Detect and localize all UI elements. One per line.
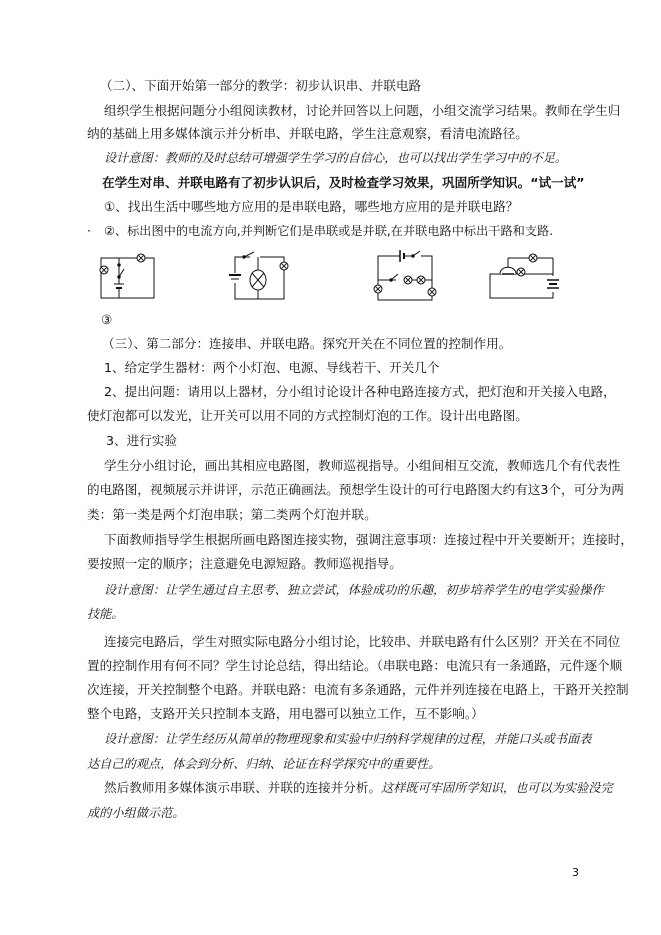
section2-check-prompt: 在学生对串、并联电路有了初步认识后，及时检查学习效果，巩固所学知识。“试一试”	[102, 175, 585, 190]
para3-line2: 置的控制作用有何不同？学生讨论总结，得出结论。（串联电路：电流只有一条通路，元件逐个顺	[87, 658, 623, 673]
item-3-experiment: 3、进行实验	[106, 433, 177, 448]
circuit-diagram-4	[490, 254, 559, 298]
section2-design-intent: 设计意图：教师的及时总结可增强学生学习的自信心，也可以找出学生学习中的不足。	[104, 151, 568, 165]
section3-heading: （三）、第二部分：连接串、并联电路。探究开关在不同位置的控制作用。	[102, 336, 512, 351]
item-1-materials: 1、给定学生器材：两个小灯泡、电源、导线若干、开关几个	[104, 360, 440, 375]
question-3: ③	[101, 312, 113, 327]
item-2-line2: 使灯泡都可以发光，让开关可以用不同的方式控制灯泡的工作。设计出电路图。	[87, 408, 528, 423]
question-2: ②、标出图中的电流方向,并判断它们是串联或是并联,在并联电路中标出干路和支路.	[104, 224, 554, 238]
para2-line1: 下面教师指导学生根据所画电路图连接实物，强调注意事项：连接过程中开关要断开；连接时，	[104, 532, 633, 547]
item-2-line1: 2、提出问题：请用以上器材，分小组讨论设计各种电路连接方式，把灯泡和开关接入电路，	[104, 384, 616, 399]
para4-italic-text: 这样既可牢固所学知识，也可以为实验没完	[381, 781, 613, 795]
circuit-diagram-1	[100, 254, 154, 298]
question-1: ①、找出生活中哪些地方应用的是串联电路，哪些地方应用的是并联电路？	[104, 199, 519, 214]
section2-para1-line2: 纳的基础上用多媒体演示并分析串、并联电路，学生注意观察，看清电流路径。	[87, 126, 528, 141]
design-intent-1-line1: 设计意图：让学生通过自主思考、独立尝试，体验成功的乐趣，初步培养学生的电学实验操作	[104, 583, 604, 597]
design-intent-2-line2: 达自己的观点，体会到分析、归纳、论证在科学探究中的重要性。	[87, 757, 441, 771]
para3-line4: 整个电路，支路开关只控制本支路，用电器可以独立工作，互不影响。）	[87, 706, 484, 721]
design-intent-1-line2: 技能。	[87, 607, 124, 621]
para1-line1: 学生分小组讨论，画出其相应电路图，教师巡视指导。小组间相互交流，教师选几个有代表性	[104, 458, 621, 473]
circuit-diagrams	[95, 244, 575, 310]
para2-line2: 要按照一定的顺序；注意避免电源短路。教师巡视指导。	[87, 556, 402, 571]
section2-heading: （二）、下面开始第一部分的教学：初步认识串、并联电路	[100, 78, 422, 93]
para3-line1: 连接完电路后，学生对照实际电路分小组讨论，比较串、并联电路有什么区别？开关在不同位	[104, 634, 621, 649]
circuit-diagram-2	[229, 252, 288, 299]
para4-normal-text: 然后教师用多媒体演示串联、并联的连接并分析。	[104, 780, 382, 795]
section2-para1-line1: 组织学生根据问题分小组阅读教材，讨论并回答以上问题，小组交流学习结果。教师在学生归	[104, 103, 621, 118]
para4-line1	[104, 778, 613, 798]
question-2-bullet: ·	[87, 223, 92, 238]
page-number: 3	[572, 866, 579, 879]
circuit-diagram-3	[374, 250, 436, 300]
para1-line2: 的电路图，视频展示并讲评，示范正确画法。预想学生设计的可行电路图大约有这3个，可分为两	[87, 482, 624, 497]
para1-line3: 类：第一类是两个灯泡串联；第二类两个灯泡并联。	[87, 507, 377, 522]
para3-line3: 次连接，开关控制整个电路。并联电路：电流有多条通路，元件并列连接在电路上，干路开关控制	[87, 682, 629, 697]
design-intent-2-line1: 设计意图：让学生经历从简单的物理现象和实验中归纳科学规律的过程，并能口头或书面表	[104, 732, 592, 746]
para4-line2: 成的小组做示范。	[87, 806, 185, 820]
